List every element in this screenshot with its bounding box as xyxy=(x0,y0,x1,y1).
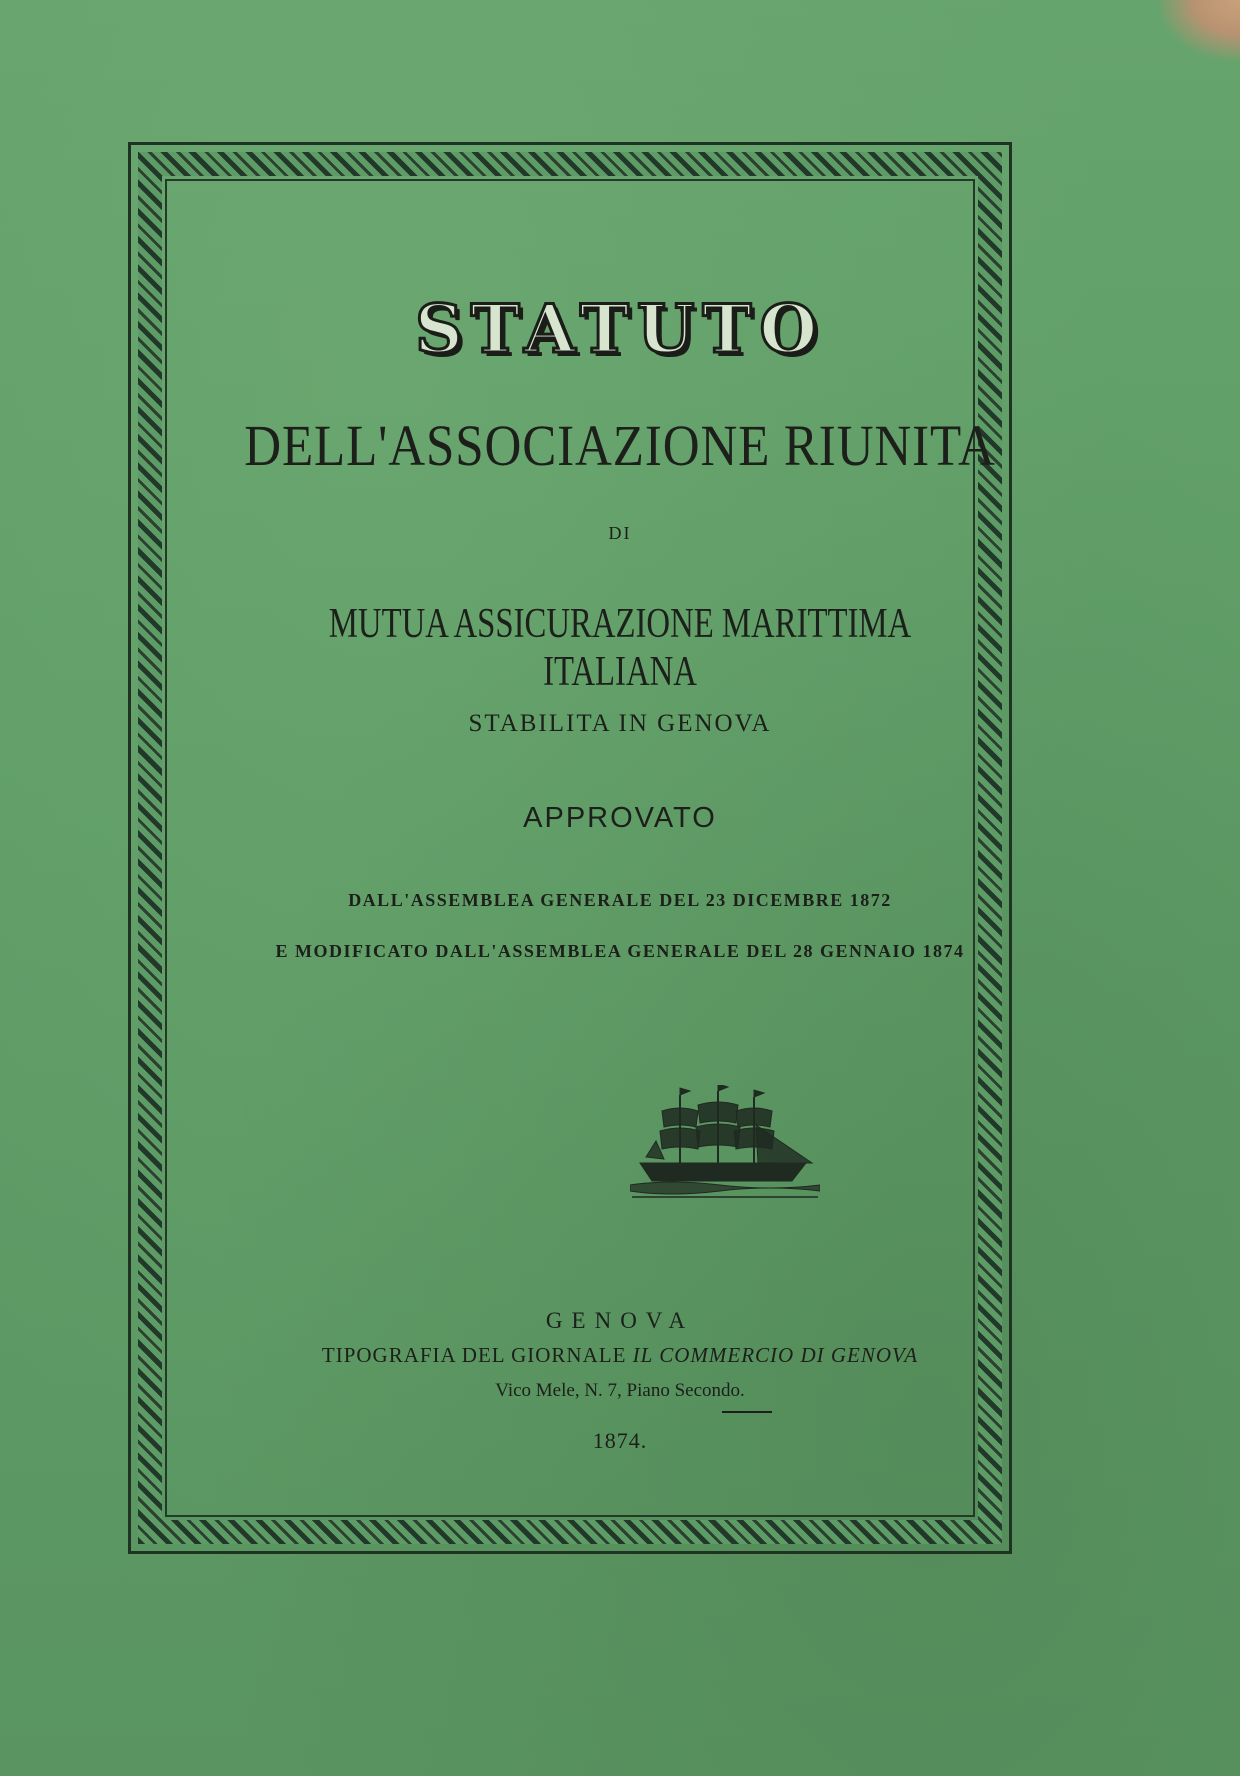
approval-line-2: E MODIFICATO DALL'ASSEMBLEA GENERALE DEL 28 GENNAIO 1874 xyxy=(275,941,965,961)
paper-stain xyxy=(1160,0,1240,60)
approval-line-1: DALL'ASSEMBLEA GENERALE DEL 23 DICEMBRE 1872 xyxy=(348,890,892,910)
imprint-year: 1874. xyxy=(592,1428,648,1453)
document-title: STATUTO xyxy=(414,290,826,368)
imprint-printer-name: IL COMMERCIO DI GENOVA xyxy=(632,1343,919,1367)
connector-di: DI xyxy=(608,523,632,543)
imprint-printer xyxy=(160,1343,1080,1368)
imprint-rule xyxy=(722,1411,772,1413)
approved-label: APPROVATO xyxy=(523,802,717,834)
sailing-ship-icon xyxy=(630,1085,820,1205)
title-page-content xyxy=(160,0,1080,1776)
association-subject: MUTUA ASSICURAZIONE MARITTIMA ITALIANA xyxy=(328,601,912,695)
association-heading: DELL'ASSOCIAZIONE RIUNITA xyxy=(244,413,996,478)
imprint-printer-prefix: TIPOGRAFIA DEL GIORNALE xyxy=(321,1343,633,1367)
location-line: STABILITA IN GENOVA xyxy=(468,710,772,737)
imprint-city: GENOVA xyxy=(545,1308,695,1333)
imprint-address: Vico Mele, N. 7, Piano Secondo. xyxy=(495,1380,745,1401)
